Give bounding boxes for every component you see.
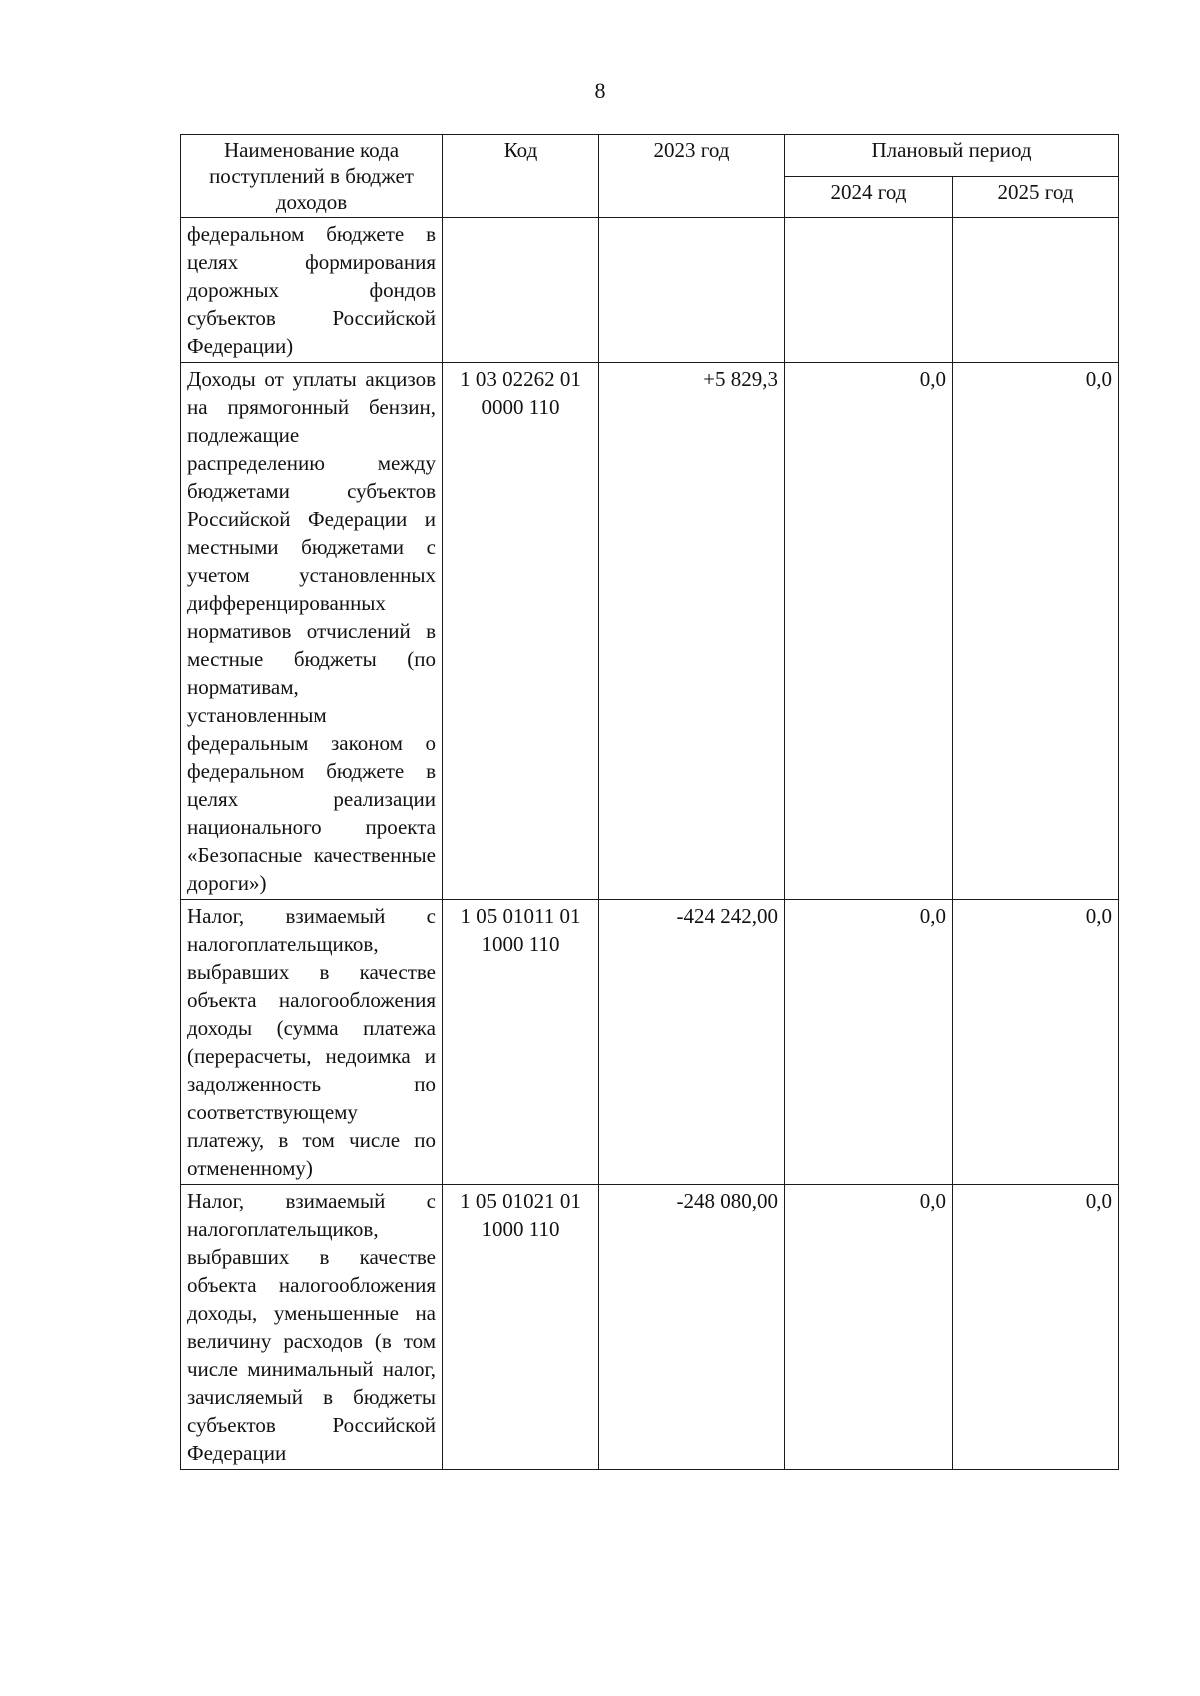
row-value-2024: 0,0: [785, 1185, 953, 1470]
row-code: 1 03 02262 01 0000 110: [443, 363, 599, 900]
header-year-2024: 2024 год: [785, 176, 953, 218]
table-row: [181, 900, 1119, 1185]
header-code: Код: [443, 135, 599, 218]
table-row: [181, 1185, 1119, 1470]
row-value-2025: 0,0: [953, 900, 1119, 1185]
table-row: [181, 218, 1119, 363]
row-name: Налог, взимаемый с налогоплательщиков, выбравших в качестве объекта налогообложения доходы, уменьшенные на величину расходов (в том числе минимальный налог, зачисляемый в бюджеты субъектов Российской Федерации: [181, 1185, 443, 1470]
row-code: [443, 218, 599, 363]
budget-revenue-table: [180, 134, 1119, 1470]
row-code: 1 05 01021 01 1000 110: [443, 1185, 599, 1470]
table-row: [181, 363, 1119, 900]
header-year-2025: 2025 год: [953, 176, 1119, 218]
header-planned-period: Плановый период: [785, 135, 1119, 177]
row-value-2023: +5 829,3: [599, 363, 785, 900]
row-name: федеральном бюджете в целях формирования дорожных фондов субъектов Российской Федерации): [181, 218, 443, 363]
row-value-2023: [599, 218, 785, 363]
row-value-2023: -424 242,00: [599, 900, 785, 1185]
page-number: 8: [594, 78, 606, 103]
row-value-2024: 0,0: [785, 363, 953, 900]
row-code: 1 05 01011 01 1000 110: [443, 900, 599, 1185]
row-value-2025: 0,0: [953, 1185, 1119, 1470]
header-year-2023: 2023 год: [599, 135, 785, 218]
row-value-2025: 0,0: [953, 363, 1119, 900]
header-name: Наименование кода поступлений в бюджет доходов: [181, 135, 443, 218]
row-name: Доходы от уплаты акцизов на прямогонный бензин, подлежащие распределению между бюджетами субъектов Российской Федерации и местными бюджетами с учетом установленных дифференцированных нормативов отчислений в местные бюджеты (по нормативам, установленным федеральным законом о федеральном бюджете в целях реализации национального проекта «Безопасные качественные дороги»): [181, 363, 443, 900]
row-name: Налог, взимаемый с налогоплательщиков, выбравших в качестве объекта налогообложения доходы (сумма платежа (перерасчеты, недоимка и задолженность по соответствующему платежу, в том числе по отмененному): [181, 900, 443, 1185]
row-value-2023: -248 080,00: [599, 1185, 785, 1470]
header-row-1: [181, 135, 1119, 177]
row-value-2025: [953, 218, 1119, 363]
row-value-2024: [785, 218, 953, 363]
row-value-2024: 0,0: [785, 900, 953, 1185]
